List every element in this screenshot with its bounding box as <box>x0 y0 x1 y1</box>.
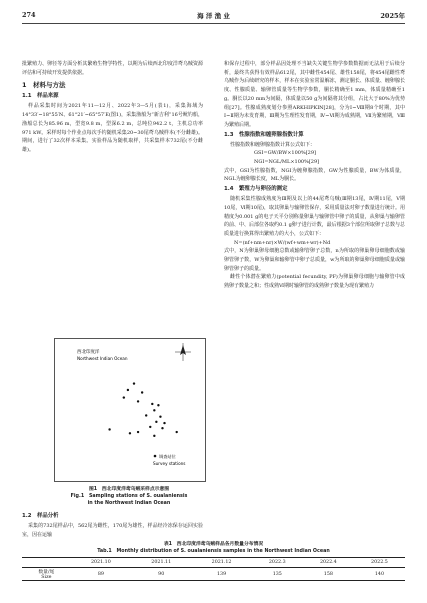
table-cell: 158 <box>323 571 333 577</box>
legend-station-symbol <box>154 455 157 458</box>
table-header-cell <box>22 558 71 568</box>
station-point <box>129 432 131 434</box>
station-point <box>137 431 139 433</box>
figure-caption-en-1: Fig.1 Sampling stations of S. oualaniensis <box>70 494 188 499</box>
section-1-heading: 1 材料与方法 <box>22 81 66 90</box>
table-header-cell: 2021.11 <box>151 560 172 565</box>
right-column <box>224 60 405 291</box>
station-point <box>163 422 165 424</box>
station-point <box>133 382 135 384</box>
intro-paragraph: 批繁殖力、卵径等方面分析其繁殖生物学特性，以期为后续西北印度洋鸢乌贼资源评估和可持续开发提供依据。 <box>22 61 203 76</box>
station-point <box>123 396 125 398</box>
table-caption <box>22 541 405 555</box>
station-point <box>145 414 147 416</box>
table-header-row <box>22 558 405 568</box>
formula-gsi: GSI=GW/BW×100%[29] <box>254 150 316 157</box>
station-point <box>153 409 155 411</box>
station-point <box>108 428 110 430</box>
station-point <box>157 404 159 406</box>
figure-caption-en-2: in the Northwest Indian Ocean <box>87 501 171 506</box>
paragraph-index-intro: 性腺指数和缠卵腺指数计算公式如下： <box>230 141 316 148</box>
section-1-1-heading: 1.1 样品来源 <box>22 93 59 100</box>
table-row-label: 数量/尾 Size <box>38 570 55 580</box>
paragraph-processing: 和保存过程中，部分样品因处理不当缺失关键生物学参数数据而无法用于后续分析，最终共获得有效样品612尾，其中雌性454尾、雄性158尾，将454尾雌性鸢乌贼作为后续研究的样本，样本在实验室常温解冻，测定胴长、体质量、缠卵腺长度、性腺质量、输卵管质量等生物学参数，胴长精确至1 mm，体质量精确至1 g。胴长以20 mm为间隔，体质量以50 g为间隔将其分组，占比大于80%为优势组[27]。性腺成熟度划分参照ARKHIPKIN[28]，分为Ⅰ~Ⅷ期8个时期，其中Ⅰ~Ⅱ期为未发育期，Ⅲ期为生理性发育期，Ⅳ~Ⅵ期为成熟期，Ⅶ为繁殖期，Ⅷ为繁殖后期。 <box>224 61 405 128</box>
year: 2025年 <box>380 12 405 20</box>
section-1-3-heading: 1.3 性腺指数和缠卵腺指数计算 <box>224 131 304 138</box>
table-header-cell: 2021.10 <box>90 560 111 565</box>
figure-caption-cn: 图1 西北印度洋鸢乌贼采样点示意图 <box>88 487 170 492</box>
header-rule <box>22 23 405 24</box>
station-point <box>155 421 157 423</box>
table-cell: 140 <box>374 571 385 577</box>
paragraph-formula-def: 式中，N为卵巢卵母细胞总数或输卵管卵子总数，n为所取的卵巢卵母细胞数或输卵管卵子数，W为卵巢和输卵管中卵子总质量，w为所取的卵巢卵母细胞质量或输卵管卵子的质量。 <box>224 248 405 272</box>
paragraph-sample-analysis: 采集的732尾样品中，562尾为雌性，170尾为雄性，样品经冷冻保存运回实验室，因在运输 <box>22 523 203 538</box>
journal-name: 海 洋 渔 业 <box>197 12 230 20</box>
station-point <box>176 431 178 433</box>
station-point <box>137 400 139 402</box>
table-header-cell: 2021.12 <box>211 560 232 565</box>
station-point <box>149 426 151 428</box>
station-point <box>161 427 163 429</box>
legend-label-cn: 调查站位 <box>159 454 176 459</box>
table-row <box>22 568 405 581</box>
sampling-map <box>54 338 206 482</box>
table-header-cell: 2022.3 <box>268 560 286 565</box>
paragraph-index-def: 式中，GSI为性腺指数，NGI为缠卵腺指数，GW为性腺质量，BW为体质量，NGL为缠卵腺长度，ML为胴长。 <box>224 167 405 183</box>
paragraph-sample-source: 样品采集时间为2021年11—12月、2022年3—5月(表1)，采集海域为14°33′~18°55′N、61°21′~65°57′E(图1)，采集渔船为“新吉利”16号鱿钓船，渔船总长为85.96 m，型宽9.8 m，型深6.2 m，总吨位942.2 t，主机总功率971 kW。采样时每个作业点每次手钓随机采集20~30尾鸢乌贼样本(不分雌雄)。期间，进行了32次样本采集。实验样品为随机取样，共采集样本732尾(不分雌雄)。 <box>22 103 203 153</box>
page-number: 274 <box>22 11 36 19</box>
table-header-cell: 2022.4 <box>319 560 337 565</box>
figure-caption <box>22 486 236 507</box>
sample-table <box>22 557 405 581</box>
left-column <box>22 60 203 155</box>
table-caption-en: Tab.1 Monthly distribution of S. oualaniensis samples in the Northwest Indian Ocean <box>97 549 330 554</box>
left-column-lower <box>22 511 203 539</box>
section-1-2-heading: 1.2 样品分析 <box>22 513 59 519</box>
table-cell: 139 <box>216 571 227 577</box>
section-1-4-heading: 1.4 繁殖力与卵径的测定 <box>224 186 288 193</box>
station-point <box>153 435 155 437</box>
paragraph-potential-fecundity: 雌性个体潜在繁殖力(potential fecundity, PF)为卵巢卵母细胞与输卵管中成熟卵子数量之和；性成熟Ⅵ期时输卵管的成熟卵子数量为现有繁殖力 <box>224 274 405 290</box>
map-title-en: Northwest Indian Ocean <box>77 356 128 361</box>
paragraph-fecundity-method: 随机采集性腺成熟度为Ⅲ期及以上的44尾鸢乌贼(Ⅲ期13尾，Ⅳ期11尾，Ⅴ期10尾，Ⅵ期10尾)，取其卵巢与输卵管保存，采用质量法对卵子数量进行统计。用精度为0.001 g的电子天平分别称量卵巢与输卵管中卵子的质量，从卵巢与输卵管的前、中、后部位各取约0.1 g卵子进行计数，最后根据3个部位所取卵子总数与总质量进行换算得出繁殖力的大小，公式如下： <box>224 196 405 237</box>
table-cell: 135 <box>272 571 282 577</box>
table-caption-cn: 表1 西北印度洋鸢乌贼样品各月数量分布情况 <box>163 542 264 547</box>
legend-label-en: Survey stations <box>153 461 186 466</box>
table-header-cell: 2022.5 <box>371 560 388 565</box>
map-svg <box>55 339 205 481</box>
table-cell: 89 <box>97 571 104 577</box>
map-title-cn: 西北印度洋 <box>77 350 100 355</box>
station-point <box>151 403 153 405</box>
table-cell: 90 <box>158 571 165 577</box>
formula-fecundity: N=(nf+nm+nr)×W/(wf+wm+wr)+Nd <box>234 239 331 246</box>
station-point <box>141 391 143 393</box>
formula-ngi: NGI=NGL/ML×100%[29] <box>254 159 320 166</box>
station-point <box>127 389 129 391</box>
north-arrow-icon <box>175 343 191 361</box>
station-point <box>159 416 161 418</box>
